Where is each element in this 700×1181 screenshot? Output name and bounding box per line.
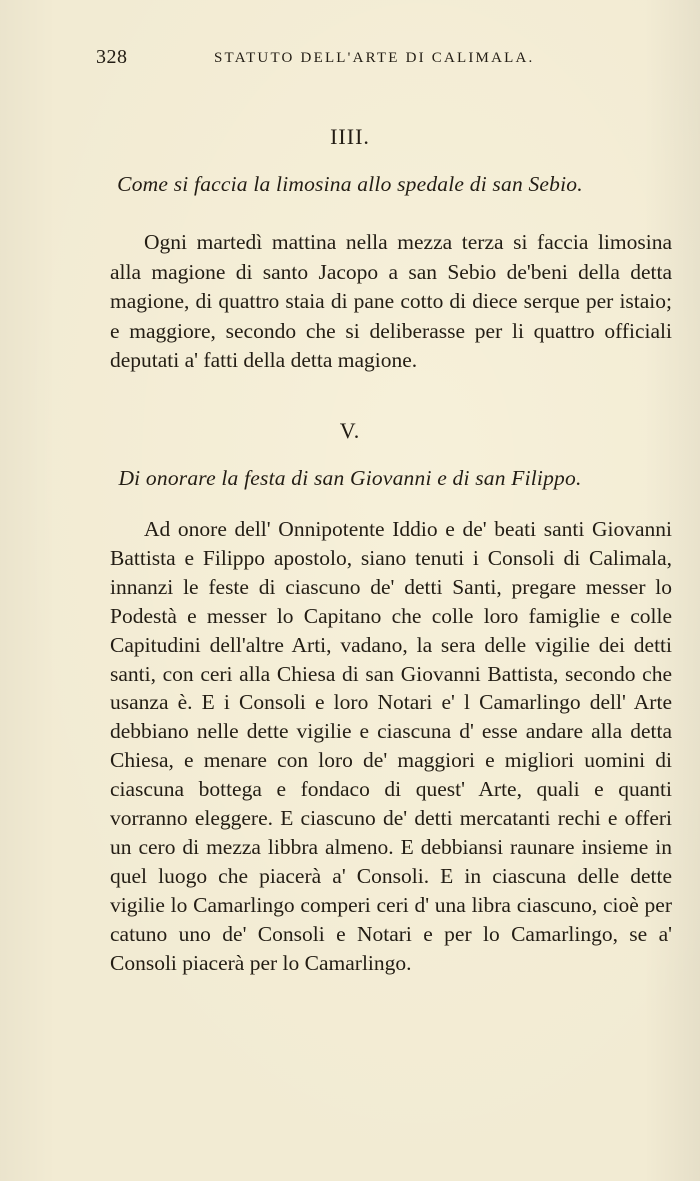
section-paragraph: Ogni martedì mattina nella mezza terza si faccia limosina alla magione di santo Jacopo a san Sebio de'beni della detta magione, di quattro staia di pane cotto di diece serque per istaio; e maggiore, secondo che si deliberasse per li quattro officiali deputati a' fatti della detta magione. bbox=[110, 230, 672, 373]
section-title: Di onorare la festa di san Giovanni e di san Filippo. bbox=[118, 466, 582, 490]
page-number: 328 bbox=[96, 46, 128, 68]
section-paragraph: Ad onore dell' Onnipotente Iddio e de' beati santi Giovanni Battista e Filippo apostolo, siano tenuti i Consoli di Calimala, innanzi le feste di ciascuno de' detti Santi, pregare messer lo Podestà e messer lo Capitano che colle loro famiglie e colle Capitudini dell'altre Arti, vadano, la sera delle vigilie dei detti santi, con ceri alla Chiesa di san Giovanni Battista, secondo che usanza è. E i Consoli e loro Notari e' l Camarlingo dell' Arte debbiano nelle dette vigilie e ciascuna d' esse andare alla detta Chiesa, e menare con loro de' maggiori e migliori uomini di ciascuna bottega e fondaco di quest' Arte, quali e quanti vorranno eleggere. E ciascuno de' detti mercatanti rechi e offeri un cero di mezza libbra almeno. E debbiansi raunare insieme in quel luogo che piacerà a' Consoli. E in ciascuna delle dette vigilie lo Camarlingo comperi ceri d' una libra ciascuno, cioè per catuno uno de' Consoli e Notari e per lo Camarlingo, se a' Consoli piacerà per lo Camarlingo. bbox=[110, 517, 672, 975]
section-title: Come si faccia la limosina allo spedale di san Sebio. bbox=[117, 172, 583, 196]
section-numeral: V. bbox=[339, 418, 361, 443]
section-numeral: IIII. bbox=[330, 124, 370, 149]
running-title: STATUTO DELL'ARTE DI CALIMALA. bbox=[214, 50, 535, 66]
running-header bbox=[96, 46, 656, 76]
